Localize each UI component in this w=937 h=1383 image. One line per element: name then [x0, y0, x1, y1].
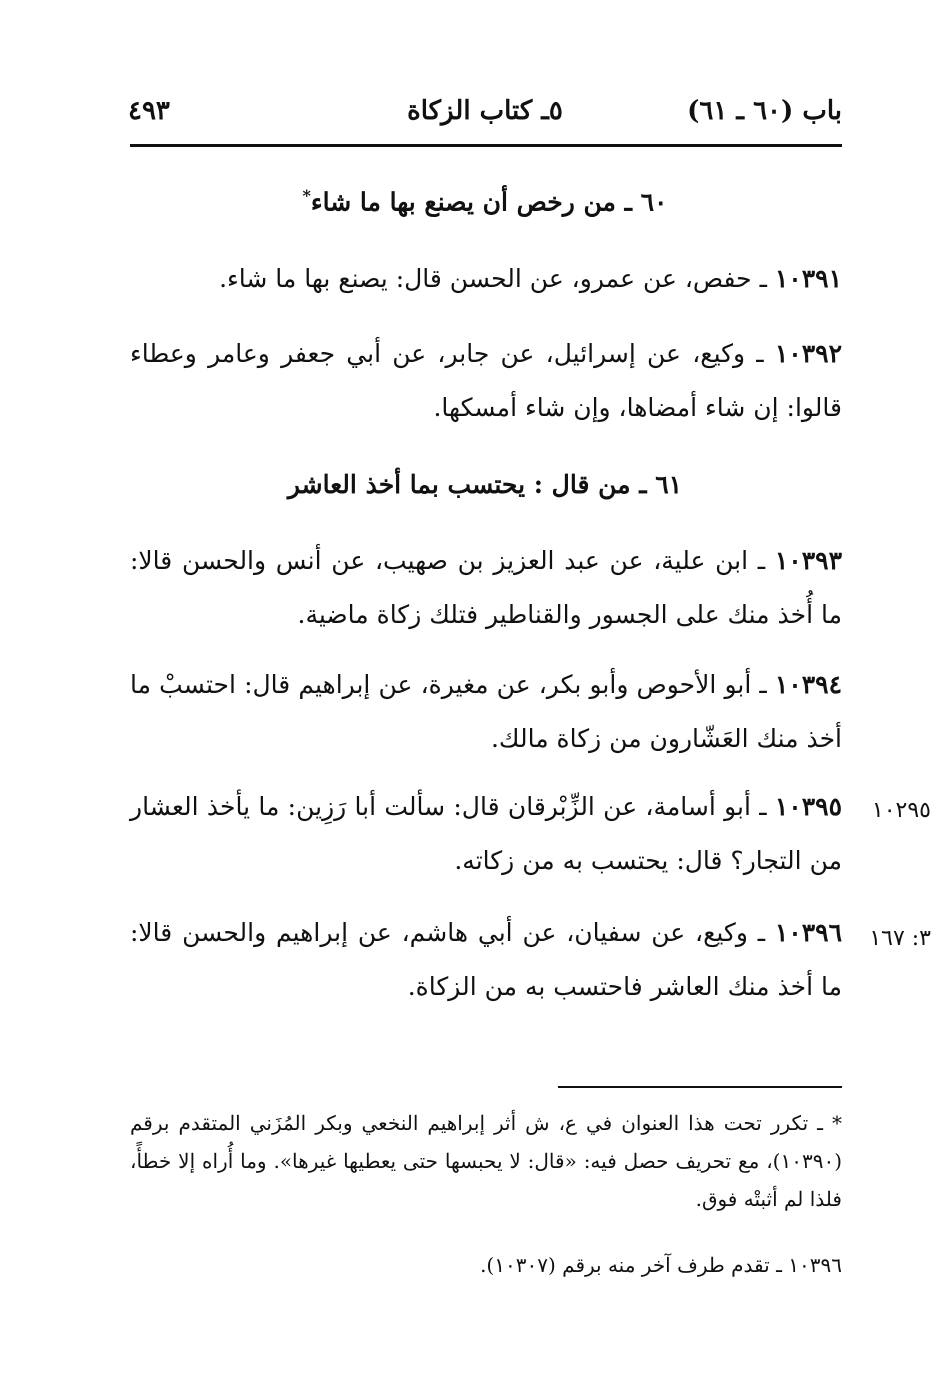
- entry-number: ١٠٣٩٥: [774, 792, 842, 821]
- entry-text: ـ حفص، عن عمرو، عن الحسن قال: يصنع بها ما شاء.: [219, 264, 775, 293]
- margin-cross-reference: ١٠٢٩٥: [871, 798, 931, 823]
- entry-number: ١٠٣٩٤: [774, 670, 842, 699]
- entry-number: ١٠٣٩٢: [774, 339, 842, 368]
- page-number: ٤٩٣: [128, 96, 170, 126]
- margin-volume-reference: ٣: ١٦٧: [869, 926, 931, 951]
- header-divider: [130, 144, 842, 147]
- entry-text: ـ أبو أسامة، عن الزِّبْرقان قال: سألت أبا رَزِين: ما يأخذ العشار من التجار؟ قال: يحتسب به من زكاته.: [130, 792, 842, 875]
- section-heading-60: [128, 186, 842, 216]
- entry-text: ـ أبو الأحوص وأبو بكر، عن مغيرة، عن إبراهيم قال: احتسبْ ما أخذ منك العَشّارون من زكاة مالك.: [130, 670, 842, 753]
- footnote-10396: ١٠٣٩٦ ـ تقدم طرف آخر منه برقم (١٠٣٠٧).: [480, 1253, 842, 1277]
- entry-number: ١٠٣٩١: [774, 264, 842, 293]
- section-heading-text: ٦١ ـ من قال : يحتسب بما أخذ العاشر: [287, 470, 683, 499]
- entry-10394: [130, 658, 842, 766]
- entry-10396: [130, 906, 842, 1014]
- entry-10392: [130, 327, 842, 435]
- section-heading-61: [128, 470, 842, 499]
- entry-text: ـ وكيع، عن إسرائيل، عن جابر، عن أبي جعفر وعامر وعطاء قالوا: إن شاء أمضاها، وإن شاء أمسكها.: [130, 339, 842, 422]
- footnote-mark: *: [302, 186, 311, 205]
- footnote-divider: [558, 1086, 842, 1088]
- chapter-label: باب (٦٠ ـ ٦١): [687, 96, 842, 126]
- running-header: [128, 96, 842, 140]
- section-heading-text: ٦٠ ـ من رخص أن يصنع بها ما شاء: [310, 187, 668, 217]
- entry-text: ـ ابن علية، عن عبد العزيز بن صهيب، عن أنس والحسن قالا: ما أُخذ منك على الجسور والقناطير فتلك زكاة ماضية.: [130, 546, 842, 629]
- footnote-asterisk: * ـ تكرر تحت هذا العنوان في ع، ش أثر إبراهيم النخعي وبكر المُزَني المتقدم برقم (١٠٣٩٠)، مع تحريف حصل فيه: «قال: لا يحبسها حتى يعطيها غيرها». وما أُراه إلا خطأً، فلذا لم أثبتْه فوق.: [130, 1111, 842, 1211]
- book-title: ٥ـ كتاب الزكاة: [407, 96, 563, 126]
- entry-10391: [130, 252, 842, 306]
- entry-number: ١٠٣٩٦: [774, 918, 842, 947]
- entry-10393: [130, 534, 842, 642]
- entry-text: ـ وكيع، عن سفيان، عن أبي هاشم، عن إبراهيم والحسن قالا: ما أخذ منك العاشر فاحتسب به من الزكاة.: [130, 918, 842, 1001]
- entry-10395: [130, 780, 842, 888]
- entry-number: ١٠٣٩٣: [774, 546, 842, 575]
